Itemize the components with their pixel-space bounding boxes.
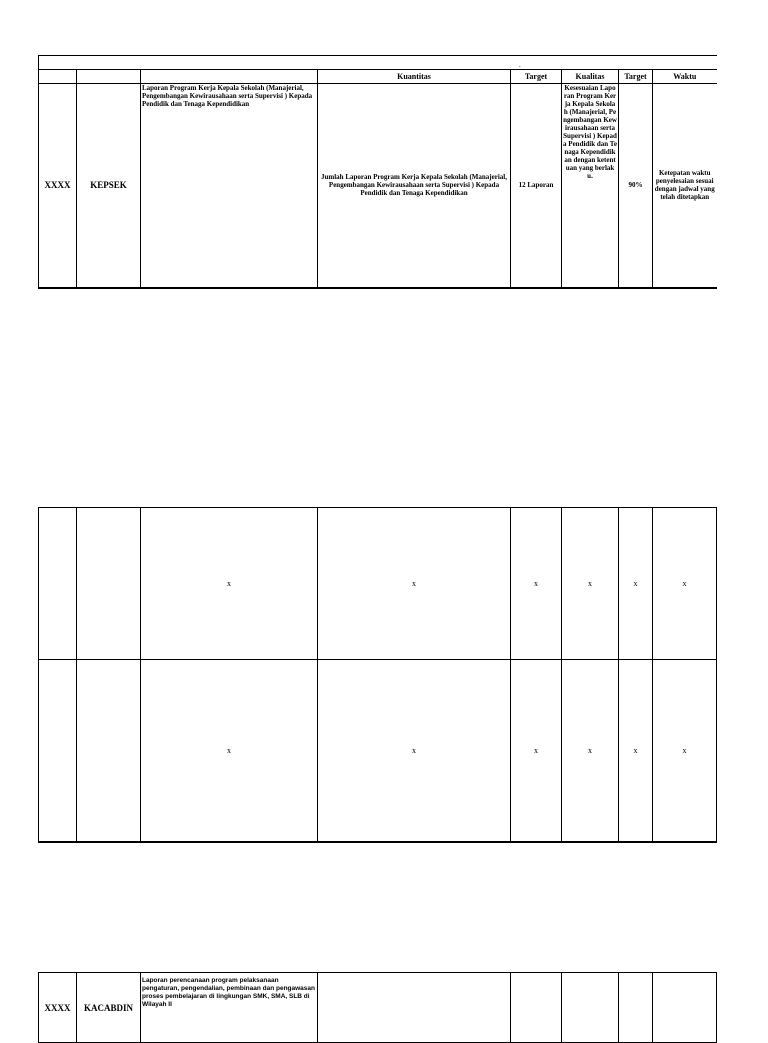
row-target: x	[511, 660, 562, 842]
row-role: KEPSEK	[77, 84, 141, 288]
header-kualitas: Kualitas	[562, 70, 619, 84]
row-kualitas: Kesesuaian Laporan Program Kerja Kepala Sekolah (Manajerial, Pengembangan Kewirausahaan serta Supervisi ) Kepada Pendidik dan Tenaga Kependidikan dengan ketentuan yang berlaku.	[562, 84, 619, 288]
header-target-2: Target	[619, 70, 653, 84]
table-row	[39, 660, 717, 842]
row-activity: x	[141, 508, 318, 660]
row-kualitas	[562, 973, 619, 1043]
kacabdin-table	[38, 972, 717, 1043]
row-activity: Laporan Program Kerja Kepala Sekolah (Manajerial, Pengembangan Kewirausahaan serta Supervisi ) Kepada Pendidik dan Tenaga Kependidikan	[141, 84, 318, 288]
header-cell-activity	[141, 70, 318, 84]
row-code	[39, 660, 77, 842]
row-kuantitas: Jumlah Laporan Program Kerja Kepala Sekolah (Manajerial, Pengembangan Kewirausahaan serta Supervisi ) Kepada Pendidik dan Tenaga Kependidikan	[318, 84, 511, 288]
row-target-2: 90%	[619, 84, 653, 288]
row-kuantitas	[318, 973, 511, 1043]
table-row	[39, 84, 717, 288]
header-cell-code	[39, 70, 77, 84]
row-target: x	[511, 508, 562, 660]
row-activity: x	[141, 660, 318, 842]
row-code: XXXX	[39, 84, 77, 288]
title-dot: .	[519, 61, 521, 69]
row-target-2	[619, 973, 653, 1043]
row-waktu: x	[653, 508, 717, 660]
header-target: Target	[511, 70, 562, 84]
row-waktu: x	[653, 660, 717, 842]
row-activity: Laporan perencanaan program pelaksanaan pengaturan, pengendalian, pembinaan dan pengawasan proses pembelajaran di lingkungan SMK, SMA, SLB di Wilayah II	[141, 973, 318, 1043]
row-target	[511, 973, 562, 1043]
table-row	[39, 973, 717, 1043]
row-kualitas: x	[562, 660, 619, 842]
row-code	[39, 508, 77, 660]
header-cell-role	[77, 70, 141, 84]
row-kuantitas: x	[318, 508, 511, 660]
row-target-2: x	[619, 660, 653, 842]
table-title-row	[39, 56, 717, 70]
header-kuantitas: Kuantitas	[318, 70, 511, 84]
row-waktu	[653, 973, 717, 1043]
placeholder-table	[38, 507, 717, 843]
row-kualitas: x	[562, 508, 619, 660]
row-target: 12 Laporan	[511, 84, 562, 288]
header-row	[39, 70, 717, 84]
row-kuantitas: x	[318, 660, 511, 842]
kepsek-table	[38, 55, 717, 289]
row-role	[77, 660, 141, 842]
row-role	[77, 508, 141, 660]
row-role: KACABDIN	[77, 973, 141, 1043]
row-target-2: x	[619, 508, 653, 660]
row-code: XXXX	[39, 973, 77, 1043]
header-waktu: Waktu	[653, 70, 717, 84]
table-row	[39, 508, 717, 660]
row-waktu: Ketepatan waktu penyelesaian sesuai dengan jadwal yang telah ditetapkan	[653, 84, 717, 288]
